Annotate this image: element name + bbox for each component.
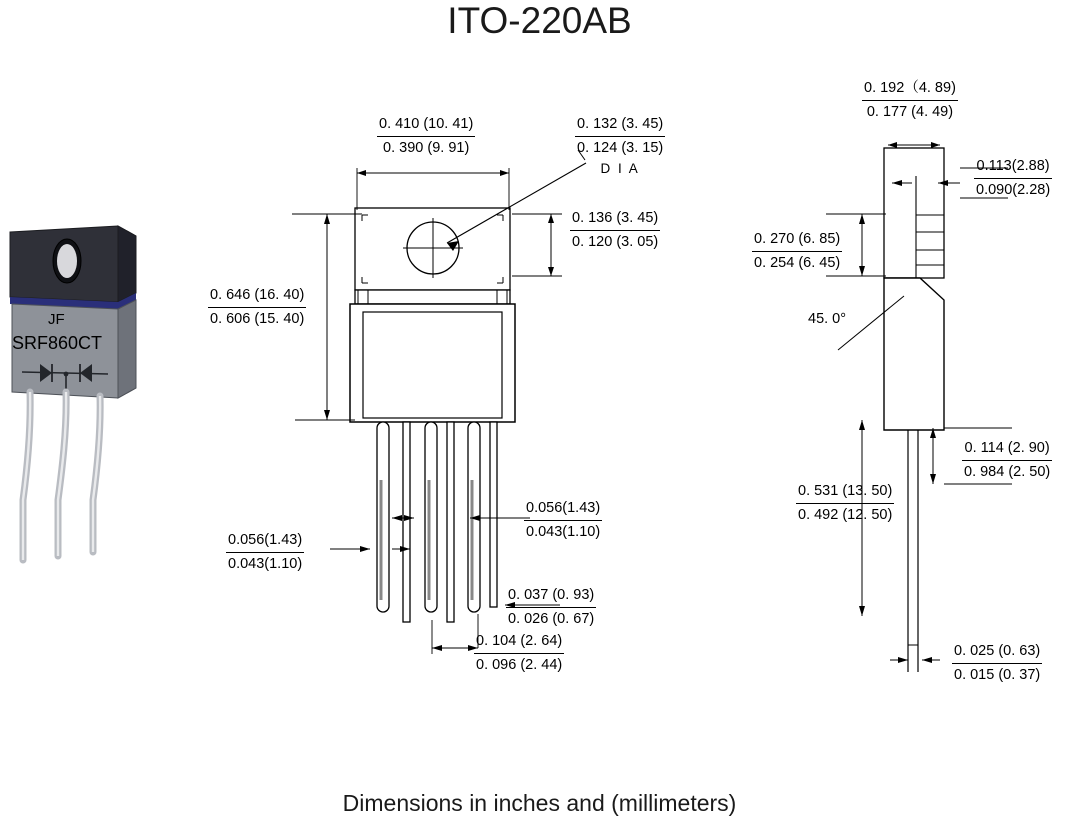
- dim-body-thickness-min: 0. 254 (6. 45): [754, 255, 841, 272]
- dim-lead-width-center: [524, 498, 602, 543]
- front-view-drawing: [292, 150, 586, 654]
- dim-seating-plane-min: 0. 984 (2. 50): [964, 464, 1051, 481]
- dim-lead-length: [796, 481, 894, 526]
- dim-body-thickness-max: 0. 270 (6. 85): [752, 229, 842, 252]
- dim-hole-diameter-note: D I A: [600, 161, 640, 177]
- dim-lead-pitch: [474, 631, 564, 676]
- dim-lead-width-left-min: 0.043(1.10): [228, 556, 303, 573]
- dim-seating-plane-max: 0. 114 (2. 90): [962, 438, 1052, 461]
- dim-side-top-width: [862, 78, 958, 123]
- dim-hole-diameter-max: 0. 132 (3. 45): [575, 114, 665, 137]
- dim-lead-length-max: 0. 531 (13. 50): [796, 481, 894, 504]
- dim-hole-position: [570, 208, 660, 253]
- dim-seating-plane: [962, 438, 1052, 483]
- dim-lead-pitch-max: 0. 104 (2. 64): [474, 631, 564, 654]
- dim-tab-thickness-max: 0.113(2.88): [974, 156, 1052, 179]
- dim-overall-height-max: 0. 646 (16. 40): [208, 285, 306, 308]
- dim-lead-thickness-front: [506, 585, 596, 630]
- dim-lead-thickness-side: [952, 641, 1042, 686]
- dim-lead-thickness-side-min: 0. 015 (0. 37): [954, 667, 1041, 684]
- dim-side-top-width-min: 0. 177 (4. 49): [866, 104, 954, 121]
- dim-lead-thickness-side-max: 0. 025 (0. 63): [952, 641, 1042, 664]
- dim-lead-length-min: 0. 492 (12. 50): [798, 507, 893, 524]
- dim-body-thickness: [752, 229, 842, 274]
- dim-lead-thickness-front-min: 0. 026 (0. 67): [508, 611, 595, 628]
- dim-lead-width-center-min: 0.043(1.10): [526, 524, 601, 541]
- dim-hole-diameter-min: 0. 124 (3. 15): [577, 140, 664, 157]
- footer-note: Dimensions in inches and (millimeters): [342, 790, 737, 816]
- dim-lead-width-center-max: 0.056(1.43): [524, 498, 602, 521]
- page-title: ITO-220AB: [447, 0, 632, 41]
- dim-chamfer-angle: 45. 0°: [808, 311, 847, 327]
- dim-overall-height-min: 0. 606 (15. 40): [210, 311, 305, 328]
- dim-lead-thickness-front-max: 0. 037 (0. 93): [506, 585, 596, 608]
- dim-hole-position-max: 0. 136 (3. 45): [570, 208, 660, 231]
- dim-hole-diameter: [575, 114, 665, 179]
- dim-lead-width-left-max: 0.056(1.43): [226, 530, 304, 553]
- dim-hole-position-min: 0. 120 (3. 05): [572, 234, 659, 251]
- dim-lead-width-left: [226, 530, 304, 575]
- package-photo: [10, 226, 136, 560]
- photo-marking-line1: JF: [48, 311, 65, 328]
- dim-overall-height: [208, 285, 306, 330]
- dim-tab-thickness-min: 0.090(2.28): [976, 182, 1051, 199]
- dim-side-top-width-max: 0. 192（4. 89): [862, 78, 958, 101]
- dim-front-width: [377, 114, 475, 159]
- dim-lead-pitch-min: 0. 096 (2. 44): [476, 657, 563, 674]
- photo-marking-line2: SRF860CT: [12, 333, 103, 353]
- dim-front-width-max: 0. 410 (10. 41): [377, 114, 475, 137]
- side-view-drawing: [826, 142, 1012, 672]
- dim-tab-thickness: [974, 156, 1052, 201]
- dim-front-width-min: 0. 390 (9. 91): [383, 140, 470, 157]
